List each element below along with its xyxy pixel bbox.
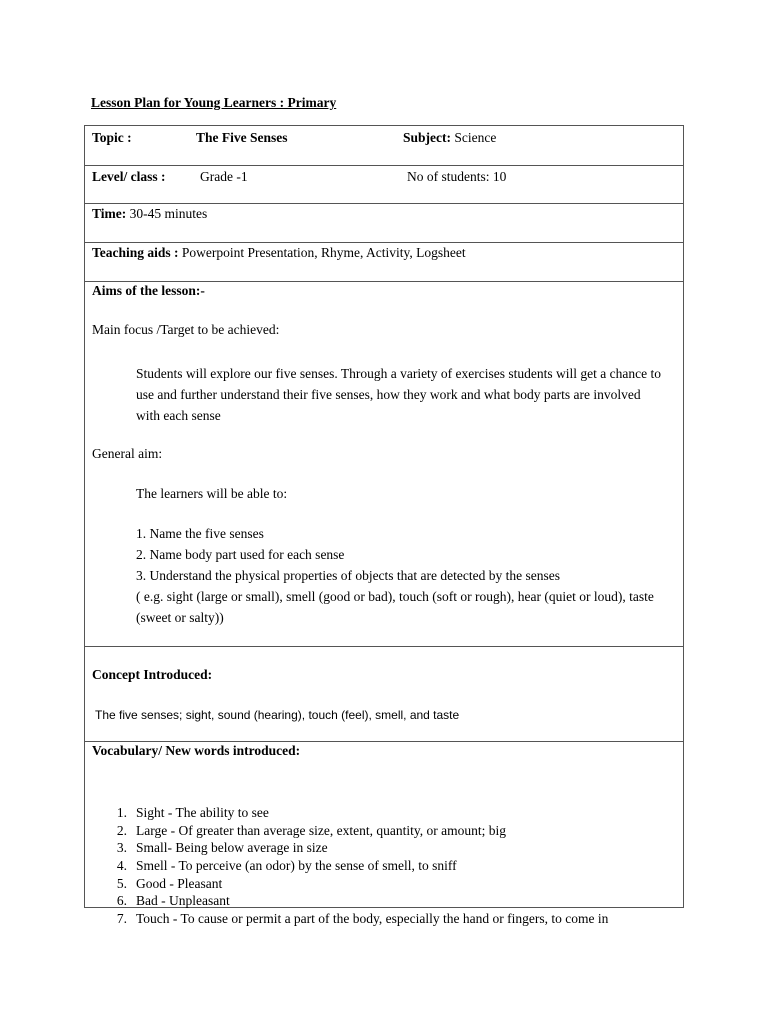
- students-count: No of students: 10: [407, 169, 507, 184]
- vocabulary-item: [105, 839, 680, 857]
- teaching-aids-row: [85, 243, 683, 282]
- aims-row: [85, 282, 683, 647]
- main-focus-label: Main focus /Target to be achieved:: [92, 322, 280, 337]
- concept-row: [85, 647, 683, 742]
- vocabulary-item-text: Small- Being below average in size: [136, 840, 328, 856]
- level-label: Level/ class :: [92, 169, 166, 184]
- vocabulary-item-number: 1.: [116, 805, 127, 820]
- teaching-aids-value: Powerpoint Presentation, Rhyme, Activity, Logsheet: [178, 245, 466, 260]
- main-focus-text: Students will explore our five senses. Through a variety of exercises students will get a chance to use and further understand their five senses, how they work and what body parts are involved with each sense: [136, 366, 661, 423]
- topic-row: [85, 126, 683, 166]
- vocabulary-item: [105, 857, 680, 875]
- aim-examples: ( e.g. sight (large or small), smell (good or bad), touch (soft or rough), hear (quiet or loud), taste (sweet or salty)): [136, 589, 654, 625]
- aims-heading: Aims of the lesson:-: [92, 283, 205, 298]
- subject-field: [403, 130, 496, 146]
- topic-value: The Five Senses: [196, 130, 288, 145]
- vocabulary-item-text: Bad - Unpleasant: [136, 893, 230, 909]
- vocabulary-item: [105, 804, 680, 822]
- learners-intro: The learners will be able to:: [136, 486, 288, 501]
- vocabulary-item: [105, 822, 680, 840]
- lesson-plan-table: [84, 125, 684, 927]
- aim-item: 1. Name the five senses: [136, 526, 264, 541]
- teaching-aids-field: [92, 245, 466, 261]
- vocabulary-row: [85, 742, 683, 927]
- vocabulary-item-number: 4.: [116, 858, 127, 874]
- vocabulary-item-text: Smell - To perceive (an odor) by the sense of smell, to sniff: [136, 858, 457, 874]
- vocabulary-item: [105, 875, 680, 893]
- vocabulary-list: [105, 804, 680, 928]
- topic-label: Topic :: [92, 130, 132, 145]
- aim-item: 3. Understand the physical properties of objects that are detected by the senses: [136, 568, 560, 583]
- time-row: [85, 204, 683, 243]
- teaching-aids-label: Teaching aids :: [92, 245, 179, 260]
- vocabulary-item-text: Touch - To cause or permit a part of the body, especially the hand or fingers, to come in: [136, 911, 609, 927]
- time-field: [92, 206, 207, 222]
- vocabulary-item: [105, 910, 680, 928]
- vocabulary-heading: Vocabulary/ New words introduced:: [92, 743, 301, 758]
- vocabulary-item-number: 6.: [116, 893, 127, 909]
- vocabulary-item: [105, 892, 680, 910]
- concept-text: The five senses; sight, sound (hearing), touch (feel), smell, and taste: [95, 708, 460, 722]
- level-value: Grade -1: [200, 169, 248, 184]
- vocabulary-item-text: Good - Pleasant: [136, 875, 223, 891]
- vocabulary-item-number: 7.: [116, 911, 127, 927]
- concept-heading: Concept Introduced:: [92, 667, 213, 682]
- vocabulary-item-number: 2.: [116, 822, 127, 838]
- level-row: [85, 166, 683, 204]
- document-title: Lesson Plan for Young Learners : Primary: [91, 95, 337, 110]
- vocabulary-item-number: 5.: [116, 875, 127, 891]
- vocabulary-item-text: Large - Of greater than average size, extent, quantity, or amount; big: [136, 822, 506, 838]
- vocabulary-item-text: Sight - The ability to see: [136, 805, 269, 820]
- general-aim-label: General aim:: [92, 446, 163, 461]
- subject-label: Subject:: [403, 130, 451, 145]
- subject-value: Science: [451, 130, 497, 145]
- time-value: 30-45 minutes: [126, 206, 208, 221]
- time-label: Time:: [92, 206, 127, 221]
- vocabulary-item-number: 3.: [116, 840, 127, 856]
- aim-item: 2. Name body part used for each sense: [136, 547, 345, 562]
